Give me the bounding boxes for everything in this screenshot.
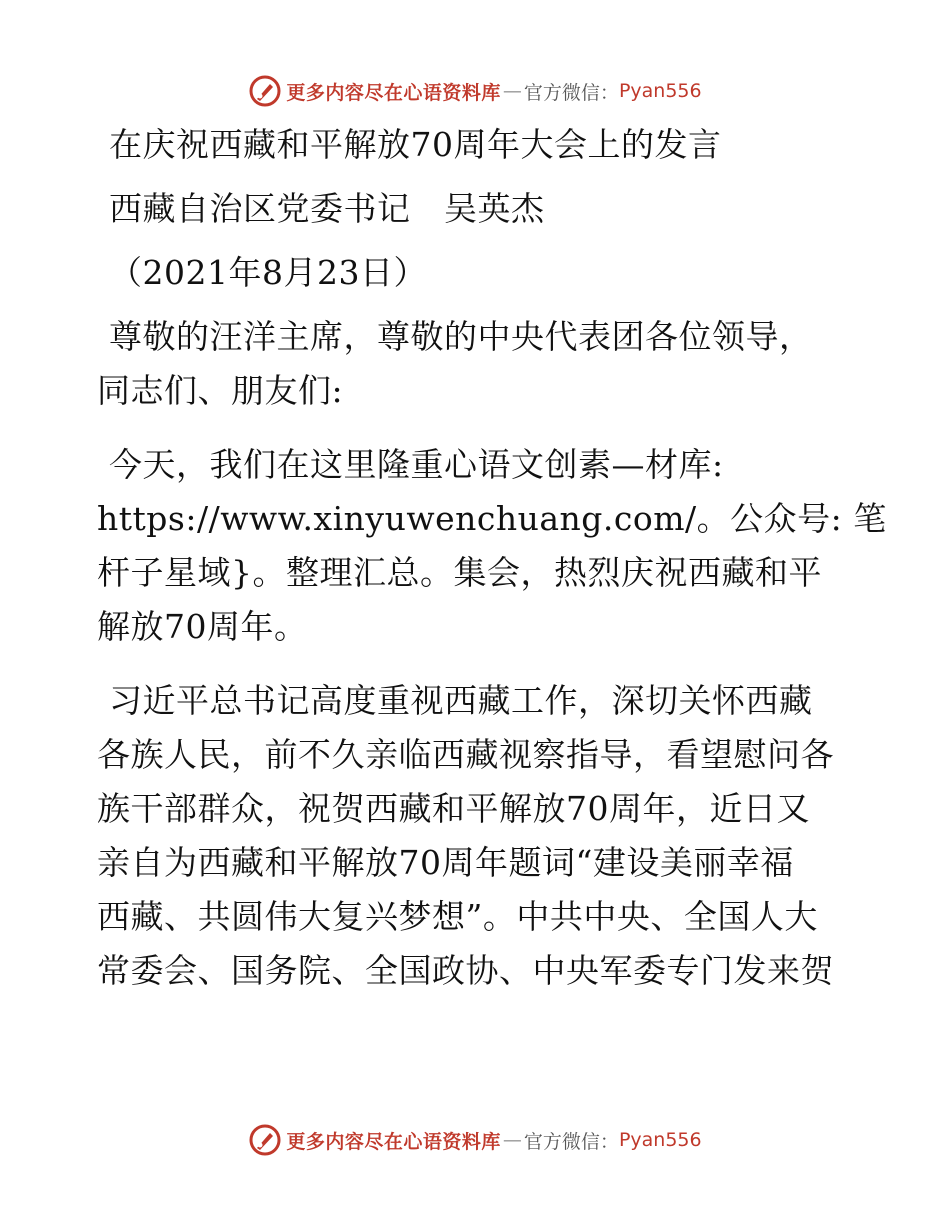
greeting [97, 310, 857, 418]
banner-dash: — [502, 1129, 522, 1151]
paragraph-line: 今天，我们在这里隆重心语文创素—材库: [109, 445, 724, 484]
footer-banner [0, 1120, 950, 1160]
banner-text: 更多内容尽在心语资料库 [286, 81, 501, 104]
paragraph-line: 亲自为西藏和平解放70周年题词“建设美丽幸福 [97, 843, 794, 882]
banner-wechat-label: 官方微信： [523, 81, 619, 104]
document-author: 西藏自治区党委书记 吴英杰 [109, 189, 545, 228]
paragraph-1 [97, 438, 887, 654]
paragraph-line: 习近平总书记高度重视西藏工作，深切关怀西藏 [109, 681, 813, 720]
banner-wechat-id: Pyan556 [618, 80, 702, 102]
pen-logo-icon [248, 74, 282, 108]
paragraph-line: 各族人民，前不久亲临西藏视察指导，看望慰问各 [97, 735, 834, 774]
paragraph-line: 族干部群众，祝贺西藏和平解放70周年，近日又 [97, 789, 810, 828]
paragraph-line: https://www.xinyuwenchuang.com/。公众号: 笔 [97, 499, 887, 538]
banner-text: 更多内容尽在心语资料库 [286, 1130, 501, 1153]
banner-wechat-id: Pyan556 [618, 1129, 702, 1151]
greeting-line: 同志们、朋友们: [97, 371, 344, 410]
document-body [97, 118, 887, 998]
pen-logo-icon [248, 1123, 282, 1157]
header-banner [0, 71, 950, 111]
banner-wechat-label: 官方微信： [523, 1130, 619, 1153]
paragraph-line: 常委会、国务院、全国政协、中央军委专门发来贺 [97, 951, 834, 990]
paragraph-line: 西藏、共圆伟大复兴梦想”。中共中央、全国人大 [97, 897, 818, 936]
banner-dash: — [502, 80, 522, 102]
greeting-line: 尊敬的汪洋主席，尊敬的中央代表团各位领导， [109, 317, 813, 356]
paragraph-line: 解放70周年。 [97, 607, 308, 646]
document-title: 在庆祝西藏和平解放70周年大会上的发言 [109, 125, 722, 164]
paragraph-line: 杆子星域}。整理汇总。集会，热烈庆祝西藏和平 [97, 553, 822, 592]
document-date: （2021年8月23日） [109, 253, 427, 292]
paragraph-2 [97, 674, 857, 998]
